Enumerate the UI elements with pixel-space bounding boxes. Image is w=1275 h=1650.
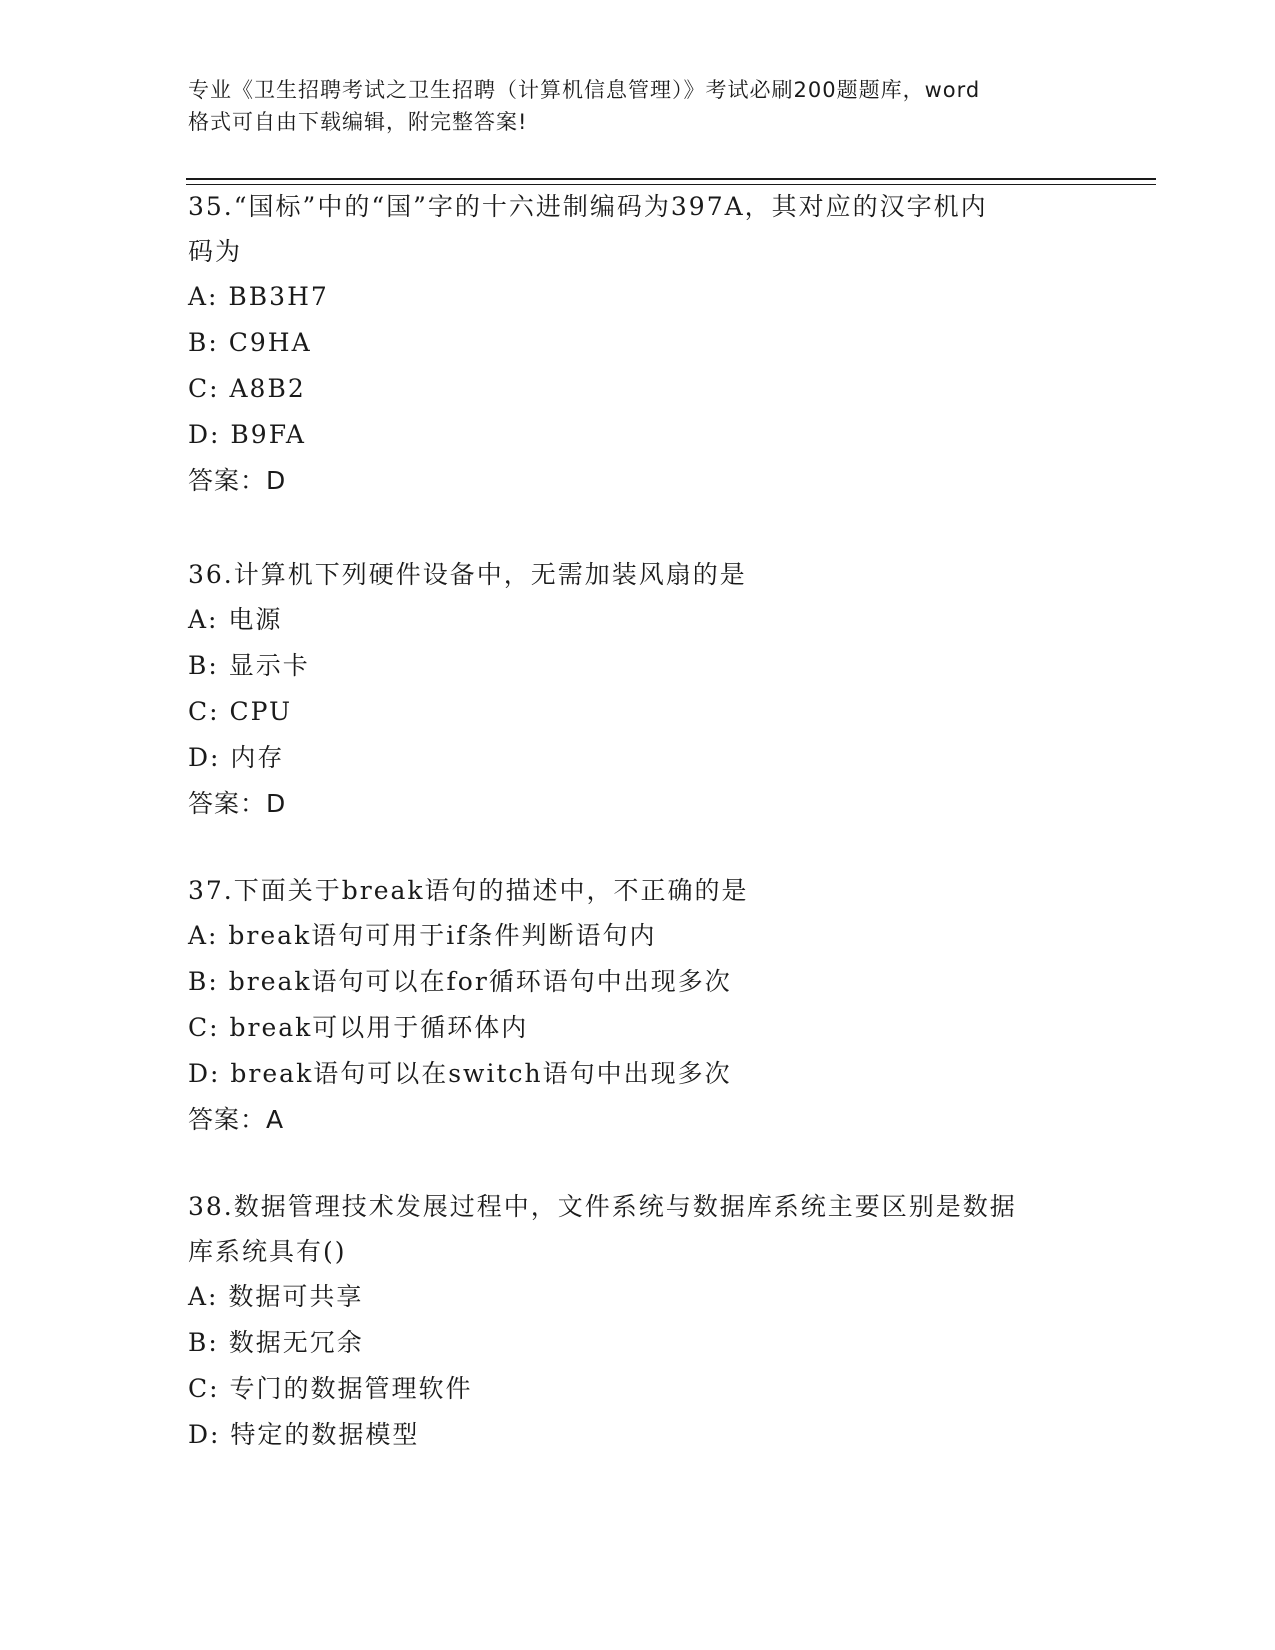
question-text-continued: 库系统具有() [188,1237,347,1266]
answer: 答案：A [188,1105,285,1134]
option-b: B: 数据无冗余 [188,1328,364,1357]
option-d: D: 内存 [188,743,285,772]
document-header [188,74,1108,138]
header-line-2: 格式可自由下载编辑，附完整答案! [188,110,528,134]
answer: 答案：D [188,466,287,495]
option-b: B: C9HA [188,328,312,357]
option-c: C: break可以用于循环体内 [188,1013,529,1042]
question-35 [188,184,1088,504]
question-38 [188,1184,1088,1458]
header-line-1: 专业《卫生招聘考试之卫生招聘（计算机信息管理）》考试必刷200题题库，word [188,78,981,102]
option-d: D: 特定的数据模型 [188,1420,420,1449]
option-c: C: 专门的数据管理软件 [188,1374,473,1403]
option-c: C: A8B2 [188,374,306,403]
option-a: A: BB3H7 [188,282,329,311]
option-a: A: 电源 [188,605,283,634]
answer: 答案：D [188,789,287,818]
question-36 [188,552,1088,827]
option-d: D: B9FA [188,420,306,449]
option-d: D: break语句可以在switch语句中出现多次 [188,1059,732,1088]
question-text: 37.下面关于break语句的描述中，不正确的是 [188,876,749,905]
question-37 [188,868,1088,1143]
option-c: C: CPU [188,697,293,726]
question-text: 36.计算机下列硬件设备中，无需加装风扇的是 [188,560,747,589]
header-divider-thick [186,178,1156,180]
option-b: B: break语句可以在for循环语句中出现多次 [188,967,732,996]
option-a: A: 数据可共享 [188,1282,364,1311]
option-a: A: break语句可用于if条件判断语句内 [188,921,657,950]
question-text-continued: 码为 [188,237,243,266]
option-b: B: 显示卡 [188,651,310,680]
question-text: 38.数据管理技术发展过程中，文件系统与数据库系统主要区别是数据 [188,1192,1017,1221]
question-text: 35.“国标”中的“国”字的十六进制编码为397A，其对应的汉字机内 [188,192,988,221]
